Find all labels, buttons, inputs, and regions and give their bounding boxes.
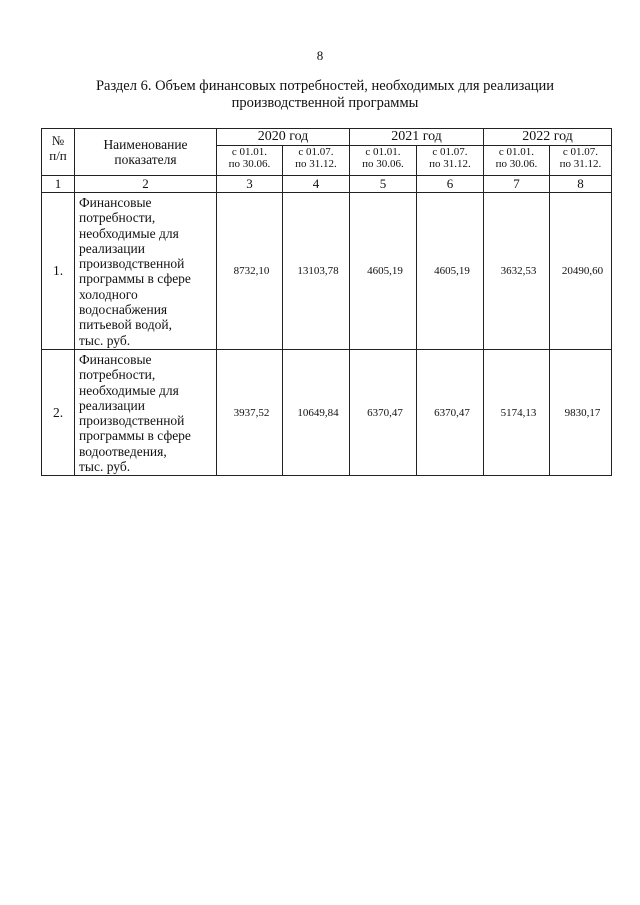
- header-name-line-1: Наименование: [103, 137, 188, 152]
- value-cell: [550, 193, 612, 350]
- period-to: по 30.06.: [495, 158, 538, 170]
- value-text: 6370,47: [434, 406, 470, 419]
- value-text: 3632,53: [500, 264, 537, 277]
- indicator-name-line: Финансовые: [79, 195, 152, 210]
- section-title: [40, 78, 610, 112]
- indicator-name-line: реализации: [79, 240, 145, 256]
- period-to: по 31.12.: [295, 158, 337, 170]
- value-text: 3937,52: [233, 406, 270, 419]
- period-from: с 01.07.: [298, 146, 334, 158]
- value-text: 10649,84: [297, 406, 339, 419]
- period-to: по 30.06.: [228, 158, 271, 170]
- header-period: [484, 146, 550, 176]
- indicator-name-line: холодного: [79, 286, 138, 302]
- column-number: 8: [550, 176, 612, 193]
- row-number: 1.: [42, 193, 75, 350]
- indicator-name-line: программы в сфере: [79, 271, 191, 287]
- table-row: [42, 349, 612, 475]
- indicator-name-line: потребности,: [79, 210, 156, 226]
- header-year-2020: 2020 год: [217, 129, 350, 146]
- indicator-name-line: водоснабжения: [79, 302, 168, 318]
- header-number: [42, 129, 75, 176]
- value-text: 8732,10: [233, 264, 270, 277]
- period-to: по 30.06.: [362, 158, 404, 170]
- indicator-name: [75, 349, 217, 475]
- indicator-name-line: потребности,: [79, 367, 156, 383]
- header-period: [417, 146, 484, 176]
- indicator-name-line: производственной: [79, 256, 185, 272]
- value-cell: [283, 193, 350, 350]
- column-number: 3: [217, 176, 283, 193]
- period-from: с 01.01.: [365, 146, 401, 158]
- value-text: 13103,78: [297, 264, 339, 277]
- column-number: 1: [42, 176, 75, 193]
- value-cell: [550, 349, 612, 475]
- column-number: 7: [484, 176, 550, 193]
- indicator-name-line: питьевой водой,: [79, 317, 172, 333]
- period-to: по 31.12.: [559, 158, 602, 170]
- value-cell: [350, 349, 417, 475]
- indicator-name-line: необходимые для: [79, 225, 179, 241]
- value-text: 20490,60: [561, 264, 604, 277]
- value-cell: [484, 193, 550, 350]
- column-number: 4: [283, 176, 350, 193]
- value-cell: [217, 349, 283, 475]
- value-cell: [417, 349, 484, 475]
- header-name-line-2: показателя: [114, 152, 177, 167]
- row-number: 2.: [42, 349, 75, 475]
- period-from: с 01.07.: [562, 146, 599, 158]
- value-cell: [484, 349, 550, 475]
- value-cell: [350, 193, 417, 350]
- value-text: 6370,47: [367, 406, 403, 419]
- header-period: [550, 146, 612, 176]
- indicator-name: [75, 193, 217, 350]
- indicator-name-line: необходимые для: [79, 382, 179, 398]
- column-number: 2: [75, 176, 217, 193]
- header-period: [350, 146, 417, 176]
- value-text: 4605,19: [367, 264, 403, 277]
- header-year-2021: 2021 год: [350, 129, 484, 146]
- column-number: 6: [417, 176, 484, 193]
- indicator-name-line: производственной: [79, 413, 185, 429]
- period-from: с 01.07.: [432, 146, 468, 158]
- period-to: по 31.12.: [429, 158, 471, 170]
- value-cell: [217, 193, 283, 350]
- financial-needs-table: [41, 128, 612, 476]
- indicator-name-line: тыс. руб.: [79, 332, 131, 348]
- column-number-row: [42, 176, 612, 193]
- indicator-name-line: Финансовые: [79, 351, 152, 367]
- header-period: [283, 146, 350, 176]
- section-title-line-2: производственной программы: [231, 95, 419, 111]
- value-cell: [417, 193, 484, 350]
- header-number-line-2: п/п: [49, 148, 67, 163]
- header-year-2022: 2022 год: [484, 129, 612, 146]
- value-text: 4605,19: [434, 264, 470, 277]
- page-number: 8: [316, 48, 324, 63]
- header-period: [217, 146, 283, 176]
- indicator-name-line: реализации: [79, 397, 145, 413]
- indicator-name-line: тыс. руб.: [79, 459, 131, 475]
- indicator-name-line: водоотведения,: [79, 443, 167, 459]
- period-from: с 01.01.: [498, 146, 535, 158]
- section-title-line-1: Раздел 6. Объем финансовых потребностей, необходимых для реализации: [95, 78, 555, 94]
- value-cell: [283, 349, 350, 475]
- indicator-name-line: программы в сфере: [79, 428, 191, 444]
- header-indicator-name: [75, 129, 217, 176]
- table-row: [42, 193, 612, 350]
- column-number: 5: [350, 176, 417, 193]
- header-number-line-1: №: [51, 133, 65, 148]
- value-text: 5174,13: [500, 406, 537, 419]
- value-text: 9830,17: [564, 406, 601, 419]
- period-from: с 01.01.: [231, 146, 268, 158]
